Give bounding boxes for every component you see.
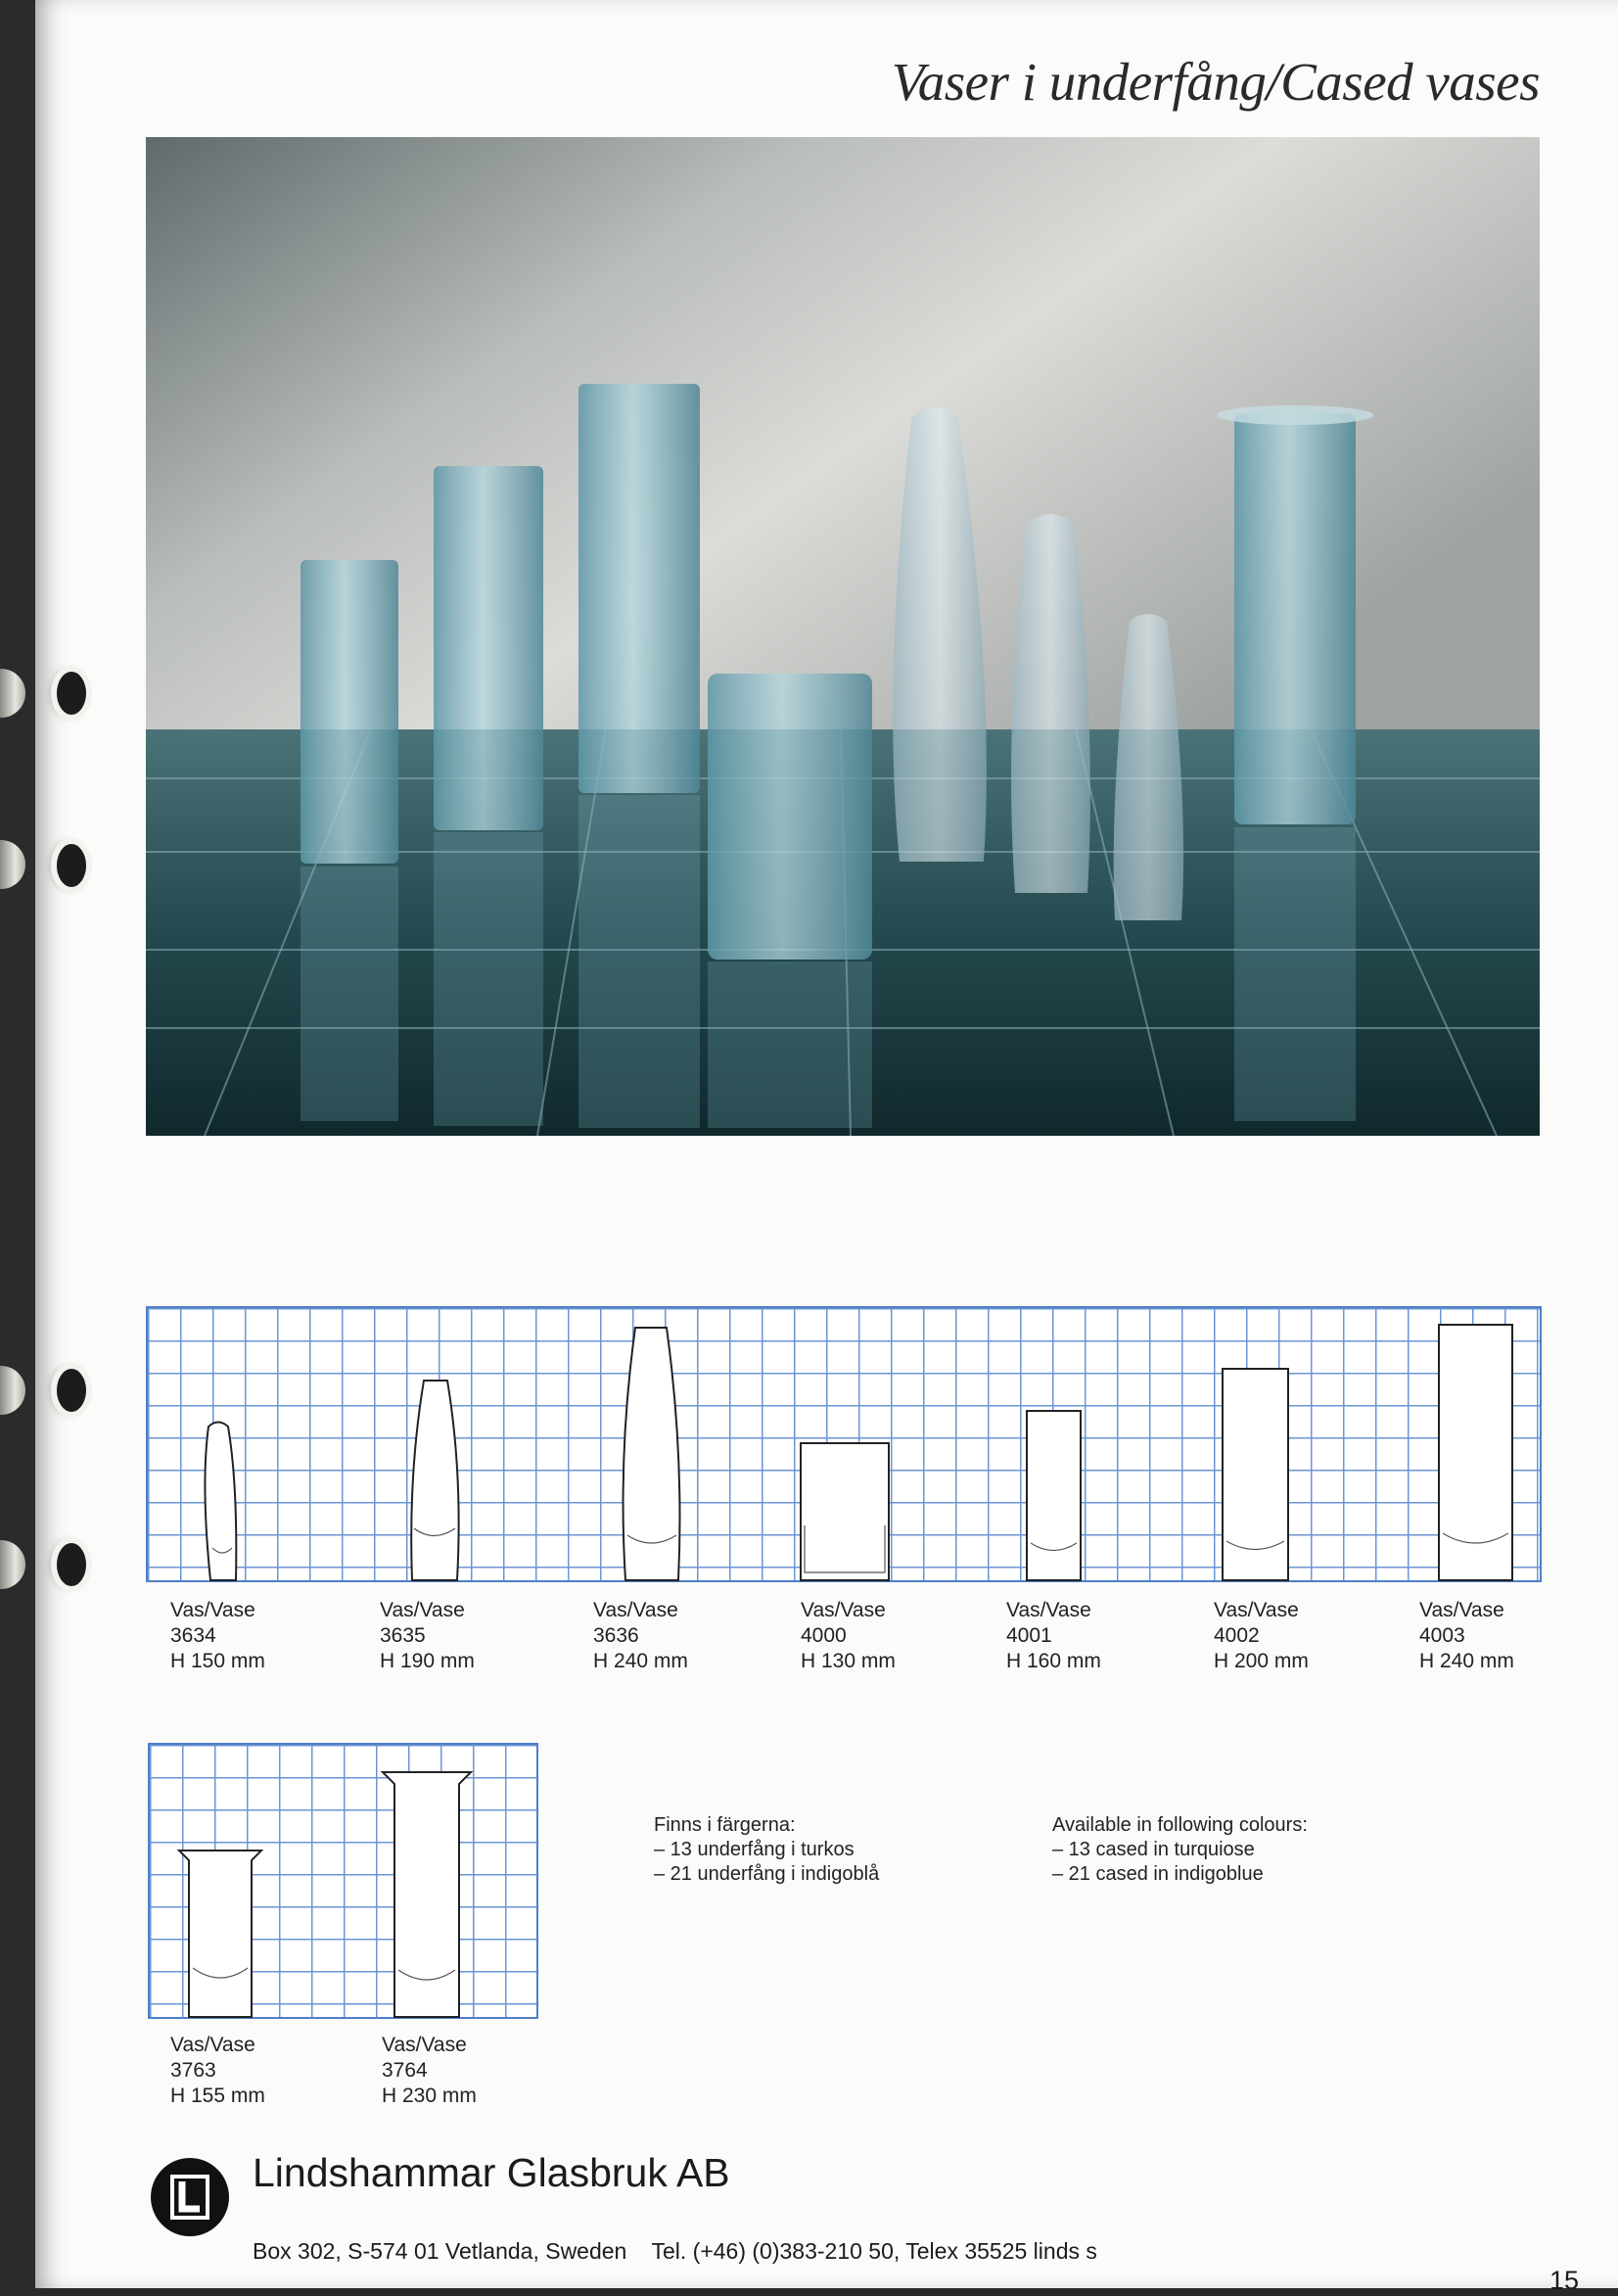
caption-3764 [382,2033,477,2109]
vase-outline-3635 [411,1381,458,1580]
vases-photo [146,137,1540,1136]
caption-label: Vas/Vase [1214,1599,1299,1621]
vase-silhouette-grid-row1 [146,1306,1542,1582]
binder-hole [57,672,86,715]
caption-label: Vas/Vase [382,2034,467,2056]
vase-outline-3634 [205,1423,236,1581]
caption-height: H 160 mm [1006,1650,1101,1672]
caption-height: H 190 mm [380,1650,475,1672]
colours-line: – 21 cased in indigoblue [1052,1863,1264,1885]
colours-line: – 21 underfång i indigoblå [654,1863,880,1885]
page-title: Vaser i underfång/Cased vases [891,52,1540,112]
caption-label: Vas/Vase [380,1599,465,1621]
caption-4002 [1214,1598,1309,1674]
colours-swedish [654,1813,879,1887]
company-address: Box 302, S-574 01 Vetlanda, Sweden Tel. (+46) (0)383-210 50, Telex 35525 linds s [253,2238,1097,2264]
caption-3634 [170,1598,265,1674]
caption-number: 3764 [382,2059,428,2082]
caption-label: Vas/Vase [1419,1599,1504,1621]
binder-ring [0,1540,25,1589]
caption-3636 [593,1598,688,1674]
caption-height: H 200 mm [1214,1650,1309,1672]
binder-ring [0,840,25,889]
caption-height: H 240 mm [593,1650,688,1672]
colours-heading: Available in following colours: [1052,1814,1308,1836]
caption-number: 4002 [1214,1624,1260,1647]
company-logo [151,2158,229,2236]
caption-label: Vas/Vase [170,2034,255,2056]
caption-number: 4001 [1006,1624,1052,1647]
colours-line: – 13 underfång i turkos [654,1839,855,1860]
caption-height: H 150 mm [170,1650,265,1672]
caption-height: H 130 mm [801,1650,896,1672]
caption-number: 3763 [170,2059,216,2082]
binder-ring [0,669,25,718]
caption-3763 [170,2033,265,2109]
vase-outline-3636 [624,1328,680,1580]
caption-number: 3634 [170,1624,216,1647]
company-name: Lindshammar Glasbruk AB [253,2150,730,2195]
vase-outlines-row2 [150,1745,540,2021]
caption-number: 3636 [593,1624,639,1647]
colours-english [1052,1813,1308,1887]
caption-label: Vas/Vase [1006,1599,1091,1621]
vase-outlines-row1 [148,1308,1544,1584]
caption-3635 [380,1598,475,1674]
binder-hole [57,844,86,887]
caption-label: Vas/Vase [593,1599,678,1621]
page-number: 15 [1549,2266,1580,2295]
caption-label: Vas/Vase [170,1599,255,1621]
binder-hole [57,1369,86,1412]
vase-outline-3763 [179,1851,261,2017]
caption-height: H 155 mm [170,2085,265,2107]
caption-label: Vas/Vase [801,1599,886,1621]
vase-silhouette-grid-row2 [148,1743,538,2019]
caption-number: 3635 [380,1624,426,1647]
caption-height: H 230 mm [382,2085,477,2107]
caption-4000 [801,1598,896,1674]
caption-height: H 240 mm [1419,1650,1514,1672]
caption-number: 4000 [801,1624,847,1647]
caption-4003 [1419,1598,1514,1674]
binder-hole [57,1543,86,1586]
vase-outline-4001 [1027,1411,1081,1580]
vase-outline-4003 [1439,1325,1512,1580]
vase-outline-4000 [801,1443,889,1580]
binder-ring [0,1366,25,1415]
colours-heading: Finns i färgerna: [654,1814,796,1836]
caption-number: 4003 [1419,1624,1465,1647]
vases-photo-illustration [146,137,1540,1136]
caption-4001 [1006,1598,1101,1674]
logo-mark [151,2158,229,2236]
vase-outline-4002 [1223,1369,1288,1580]
colours-line: – 13 cased in turquiose [1052,1839,1255,1860]
